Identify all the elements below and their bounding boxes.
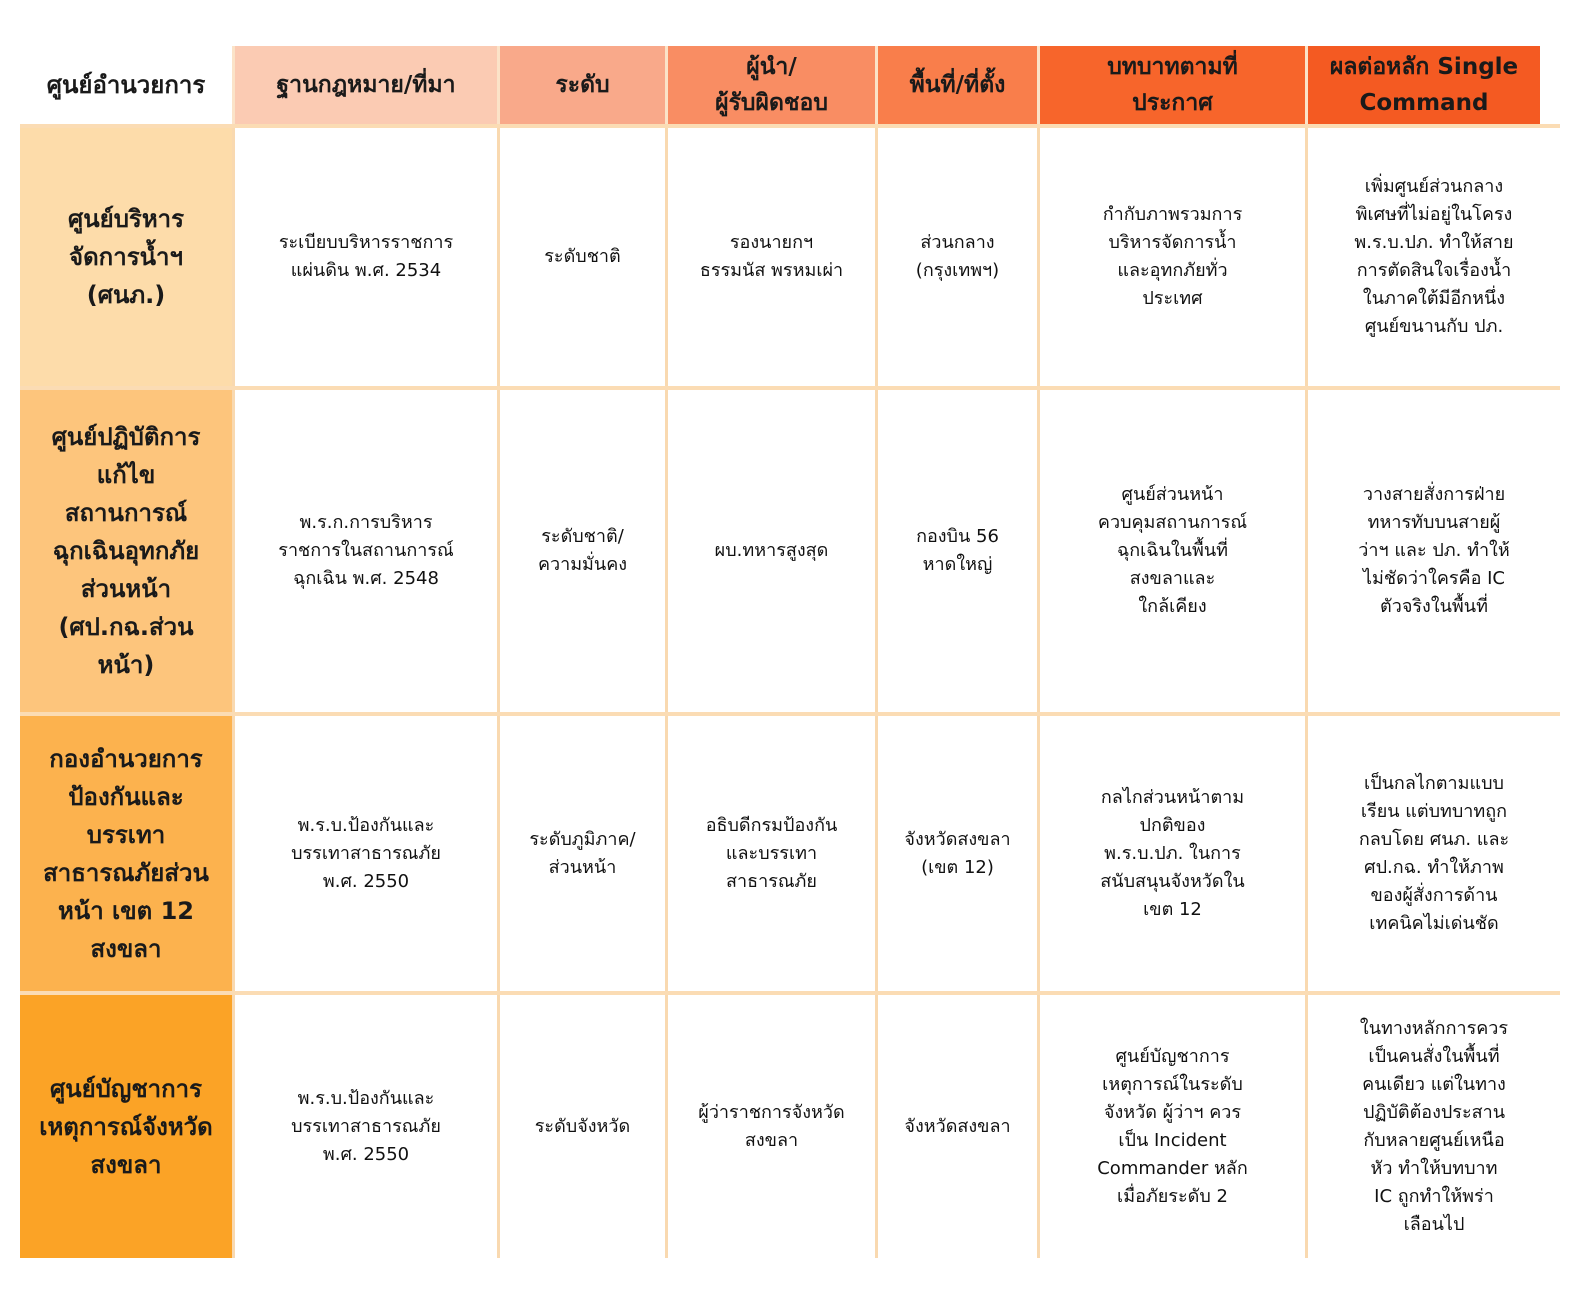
center-name: ศูนย์ปฏิบัติการ แก้ไข สถานการณ์ ฉุกเฉินอุทกภัย ส่วนหน้า (ศป.กฉ.ส่วน หน้า) xyxy=(20,390,232,712)
location: จังหวัดสงขลา xyxy=(875,995,1037,1258)
location: ส่วนกลาง (กรุงเทพฯ) xyxy=(875,128,1037,386)
single-command-effect: เพิ่มศูนย์ส่วนกลาง พิเศษที่ไม่อยู่ในโครง พ.ร.บ.ปภ. ทำให้สาย การตัดสินใจเรื่องน้ำ ในภาคใต้มีอีกหนึ่ง ศูนย์ขนานกับ ปภ. xyxy=(1305,128,1560,386)
table-row xyxy=(20,712,1560,991)
table-row xyxy=(20,124,1560,386)
header-single-command-effect: ผลต่อหลัก Single Command xyxy=(1305,46,1540,124)
legal-basis: พ.ร.บ.ป้องกันและ บรรเทาสาธารณภัย พ.ศ. 2550 xyxy=(232,716,497,991)
legal-basis: พ.ร.ก.การบริหาร ราชการในสถานการณ์ ฉุกเฉิน พ.ศ. 2548 xyxy=(232,390,497,712)
role: กำกับภาพรวมการ บริหารจัดการน้ำ และอุทกภัยทั่ว ประเทศ xyxy=(1037,128,1305,386)
level: ระดับชาติ xyxy=(497,128,665,386)
header-level: ระดับ xyxy=(497,46,665,124)
legal-basis: ระเบียบบริหารราชการ แผ่นดิน พ.ศ. 2534 xyxy=(232,128,497,386)
center-name: ศูนย์บัญชาการ เหตุการณ์จังหวัด สงขลา xyxy=(20,995,232,1258)
header-location: พื้นที่/ที่ตั้ง xyxy=(875,46,1037,124)
command-centers-table xyxy=(20,46,1560,1258)
leader: ผู้ว่าราชการจังหวัด สงขลา xyxy=(665,995,875,1258)
header-center: ศูนย์อำนวยการ xyxy=(20,46,232,124)
single-command-effect: วางสายสั่งการฝ่าย ทหารทับบนสายผู้ ว่าฯ และ ปภ. ทำให้ ไม่ชัดว่าใครคือ IC ตัวจริงในพื้นที่ xyxy=(1305,390,1560,712)
table-row xyxy=(20,386,1560,712)
leader: อธิบดีกรมป้องกัน และบรรเทา สาธารณภัย xyxy=(665,716,875,991)
header-leader: ผู้นำ/ ผู้รับผิดชอบ xyxy=(665,46,875,124)
role: ศูนย์ส่วนหน้า ควบคุมสถานการณ์ ฉุกเฉินในพื้นที่ สงขลาและ ใกล้เคียง xyxy=(1037,390,1305,712)
center-name: ศูนย์บริหาร จัดการน้ำฯ (ศนภ.) xyxy=(20,128,232,386)
level: ระดับจังหวัด xyxy=(497,995,665,1258)
role: กลไกส่วนหน้าตาม ปกติของ พ.ร.บ.ปภ. ในการ สนับสนุนจังหวัดใน เขต 12 xyxy=(1037,716,1305,991)
single-command-effect: ในทางหลักการควร เป็นคนสั่งในพื้นที่ คนเดียว แต่ในทาง ปฏิบัติต้องประสาน กับหลายศูนย์เหนือ หัว ทำให้บทบาท IC ถูกทำให้พร่า เลือนไป xyxy=(1305,995,1560,1258)
location: จังหวัดสงขลา (เขต 12) xyxy=(875,716,1037,991)
leader: รองนายกฯ ธรรมนัส พรหมเผ่า xyxy=(665,128,875,386)
table-row xyxy=(20,991,1560,1258)
single-command-effect: เป็นกลไกตามแบบ เรียน แต่บทบาทถูก กลบโดย ศนภ. และ ศป.กฉ. ทำให้ภาพ ของผู้สั่งการด้าน เทคนิคไม่เด่นชัด xyxy=(1305,716,1560,991)
header-legal-basis: ฐานกฎหมาย/ที่มา xyxy=(232,46,497,124)
role: ศูนย์บัญชาการ เหตุการณ์ในระดับ จังหวัด ผู้ว่าฯ ควร เป็น Incident Commander หลัก เมื่อภัยระดับ 2 xyxy=(1037,995,1305,1258)
level: ระดับชาติ/ ความมั่นคง xyxy=(497,390,665,712)
location: กองบิน 56 หาดใหญ่ xyxy=(875,390,1037,712)
table-header-row xyxy=(20,46,1560,124)
leader: ผบ.ทหารสูงสุด xyxy=(665,390,875,712)
center-name: กองอำนวยการ ป้องกันและ บรรเทา สาธารณภัยส่วน หน้า เขต 12 สงขลา xyxy=(20,716,232,991)
header-role: บทบาทตามที่ ประกาศ xyxy=(1037,46,1305,124)
level: ระดับภูมิภาค/ ส่วนหน้า xyxy=(497,716,665,991)
legal-basis: พ.ร.บ.ป้องกันและ บรรเทาสาธารณภัย พ.ศ. 2550 xyxy=(232,995,497,1258)
